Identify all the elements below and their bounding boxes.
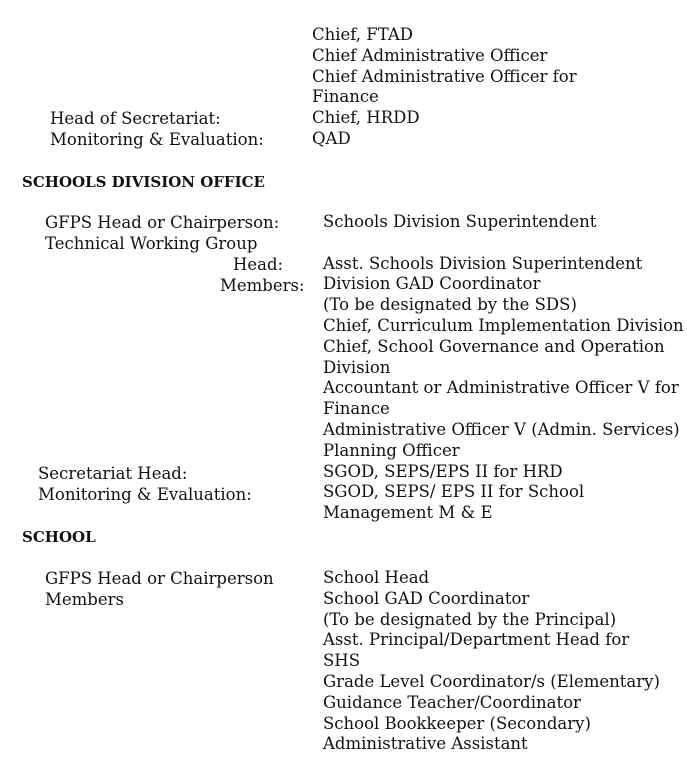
- sdo-right-line: SGOD, SEPS/EPS II for HRD: [323, 461, 563, 481]
- sdo-right-line: Management M & E: [323, 503, 493, 523]
- top-right-line: Finance: [312, 87, 379, 107]
- sdo-right-line: [323, 233, 684, 254]
- school-right-line: School GAD Coordinator: [323, 588, 530, 608]
- sdo-monitoring-label: Monitoring & Evaluation:: [38, 485, 252, 504]
- top-right-line: QAD: [312, 128, 351, 148]
- top-right-line: Chief, HRDD: [312, 108, 420, 128]
- sdo-right-line: (To be designated by the SDS): [323, 295, 577, 315]
- sdo-right-line: Division: [323, 357, 391, 377]
- school-right-line: Grade Level Coordinator/s (Elementary): [323, 671, 660, 691]
- school-heading: SCHOOL: [22, 528, 96, 546]
- school-right-line: School Head: [323, 568, 430, 587]
- top-right-line: Chief, FTAD: [312, 25, 413, 44]
- top-right-line: Chief Administrative Officer: [312, 45, 548, 65]
- sdo-right-line: Asst. Schools Division Superintendent: [323, 253, 643, 273]
- top-section-right-column: [312, 25, 577, 150]
- sdo-right-line: Division GAD Coordinator: [323, 274, 541, 294]
- sdo-secretariat-label: Secretariat Head:: [38, 464, 188, 483]
- sdo-right-line: Chief, Curriculum Implementation Division: [323, 315, 684, 335]
- sdo-twg-label: Technical Working Group: [45, 234, 258, 253]
- sdo-head-label: Head:: [233, 255, 284, 274]
- top-monitoring-label: Monitoring & Evaluation:: [50, 130, 264, 149]
- school-right-column: [323, 568, 660, 755]
- top-secretariat-label: Head of Secretariat:: [50, 109, 221, 128]
- sdo-right-column: [323, 212, 684, 524]
- sdo-right-line: Accountant or Administrative Officer V for: [323, 378, 679, 398]
- sdo-right-line: Finance: [323, 399, 390, 419]
- sdo-right-line: SGOD, SEPS/ EPS II for School: [323, 482, 585, 502]
- school-right-line: (To be designated by the Principal): [323, 609, 617, 629]
- school-right-line: Guidance Teacher/Coordinator: [323, 692, 581, 712]
- sdo-right-line: Planning Officer: [323, 440, 460, 460]
- school-right-line: Asst. Principal/Department Head for: [323, 630, 630, 650]
- sdo-gfps-label: GFPS Head or Chairperson:: [45, 213, 280, 232]
- sdo-right-line: Chief, School Governance and Operation: [323, 336, 665, 356]
- sdo-right-line: Administrative Officer V (Admin. Services): [323, 419, 680, 439]
- top-right-line: Chief Administrative Officer for: [312, 66, 577, 86]
- school-right-line: School Bookkeeper (Secondary): [323, 713, 591, 733]
- sdo-members-label: Members:: [220, 276, 305, 295]
- schools-division-heading: SCHOOLS DIVISION OFFICE: [22, 173, 265, 191]
- school-right-line: SHS: [323, 651, 360, 671]
- school-members-label: Members: [45, 590, 124, 609]
- sdo-right-line: Schools Division Superintendent: [323, 212, 597, 231]
- school-right-line: Administrative Assistant: [323, 734, 528, 754]
- school-gfps-label: GFPS Head or Chairperson: [45, 569, 274, 588]
